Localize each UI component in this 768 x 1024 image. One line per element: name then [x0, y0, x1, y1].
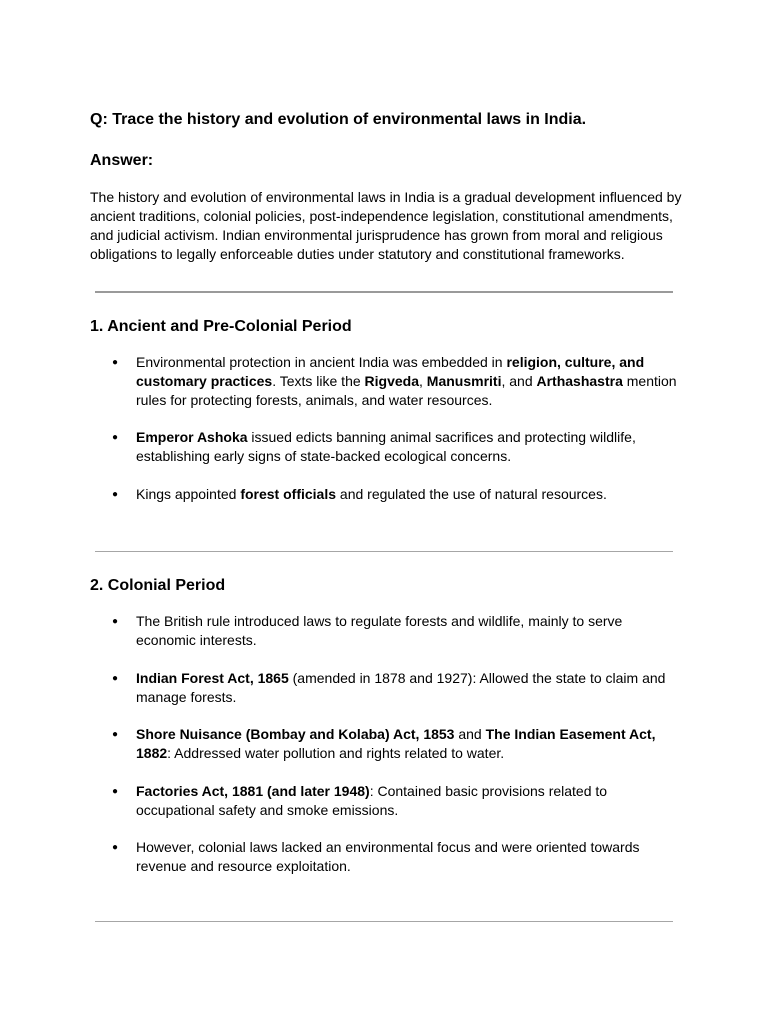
bullet-item-colonial-3: ● Shore Nuisance (Bombay and Kolaba) Act, 1853 and The Indian Easement Act, 1882: Addressed water pollution and rights related to water.: [136, 725, 681, 763]
bullet-item-colonial-1: ● The British rule introduced laws to regulate forests and wildlife, mainly to serve economic interests.: [136, 612, 681, 650]
section-title-colonial: 2. Colonial Period: [90, 577, 226, 594]
bullet-item-colonial-5: ● However, colonial laws lacked an environmental focus and were oriented towards revenue and resource exploitation.: [136, 838, 681, 876]
bullet-item-ancient-1: ● Environmental protection in ancient India was embedded in religion, culture, and customary practices. Texts like the Rigveda, Manusmriti, and Arthashastra mention rules for protecting forests, animals, and water resources.: [136, 353, 681, 410]
bullet-item-colonial-4: ● Factories Act, 1881 (and later 1948): Contained basic provisions related to occupational safety and smoke emissions.: [136, 782, 681, 820]
answer-label: Answer:: [90, 152, 154, 169]
bullet-item-ancient-3: ● Kings appointed forest officials and regulated the use of natural resources.: [136, 485, 681, 504]
section-title-ancient: 1. Ancient and Pre-Colonial Period: [90, 318, 352, 335]
intro-paragraph: The history and evolution of environmental laws in India is a gradual development influenced by ancient traditions, colonial policies, post-independence legislation, constitutional amendments, and judicial activism. Indian environmental jurisprudence has grown from moral and religious obligations to legally enforceable duties under statutory and constitutional frameworks.: [90, 189, 682, 262]
bullet-item-colonial-2: ● Indian Forest Act, 1865 (amended in 1878 and 1927): Allowed the state to claim and manage forests.: [136, 669, 681, 707]
section-divider: [95, 551, 673, 552]
section-divider: [95, 921, 673, 922]
bullet-item-ancient-2: ● Emperor Ashoka issued edicts banning animal sacrifices and protecting wildlife, establishing early signs of state-backed ecological concerns.: [136, 428, 681, 466]
section-divider: [95, 291, 673, 293]
question-heading: Q: Trace the history and evolution of environmental laws in India.: [90, 111, 587, 128]
